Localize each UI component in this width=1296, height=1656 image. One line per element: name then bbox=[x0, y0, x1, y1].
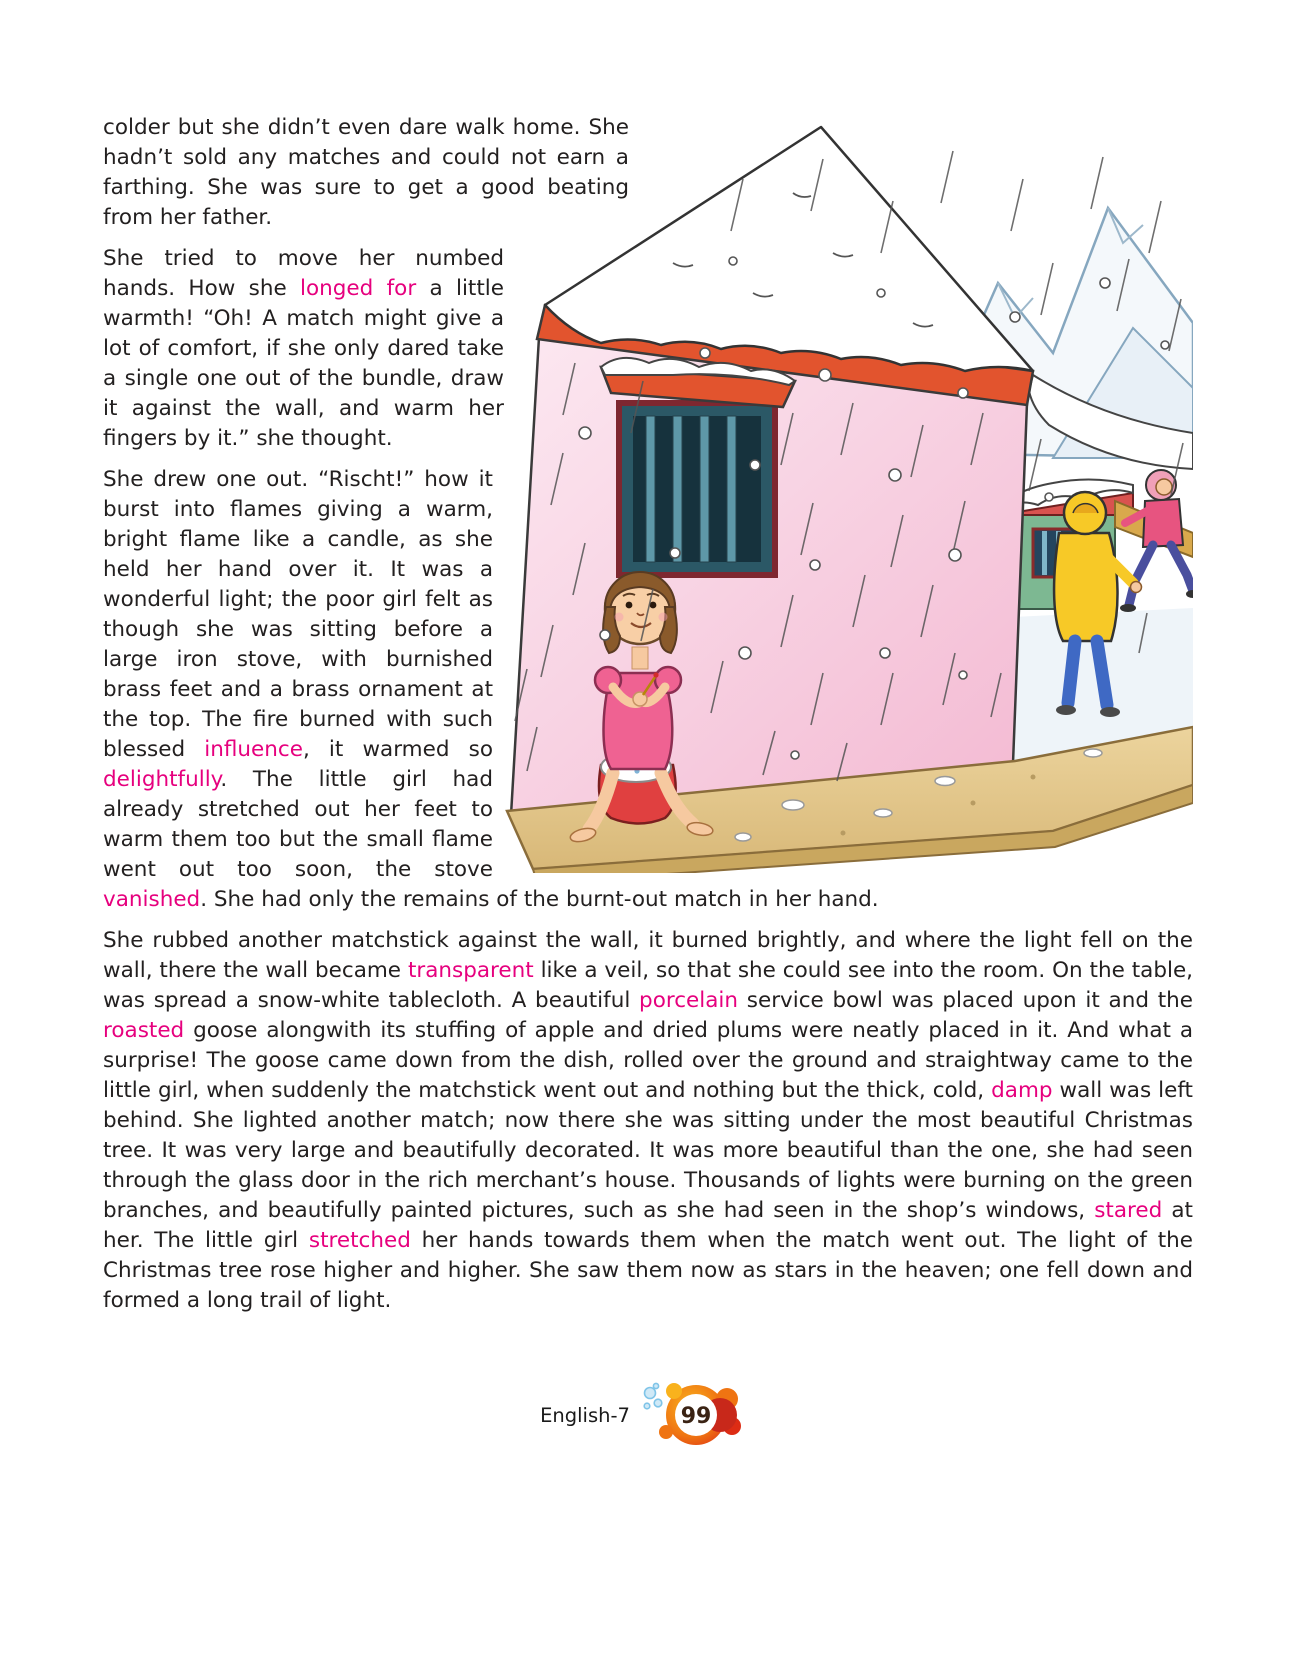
page-number-badge bbox=[634, 1378, 756, 1452]
story-illustration bbox=[493, 113, 1193, 873]
page-footer bbox=[0, 1378, 1296, 1452]
bubbles-icon bbox=[644, 1383, 662, 1408]
story-paragraph-3: She drew one out. “Rischt!” how it burst into flames giving a warm, bright flame like a candle, as she held her hand over it. It was a wonderful light; the poor girl felt as though she was sitting before a large iron stove, with burnished brass feet and a brass ornament at the top. The fire burned with such blessed influence, it warmed so delightfully. The little girl had already stretched out her feet to warm them too but the small flame went out too soon, the stove vanished. She had only the remains of the burnt-out match in her hand. bbox=[103, 467, 879, 912]
book-label: English-7 bbox=[540, 1403, 630, 1427]
story-paragraph-4: She rubbed another matchstick against the wall, it burned brightly, and where the light fell on the wall, there the wall became transparent like a veil, so that she could see into the room. On the table, was spread a snow-white tablecloth. A beautiful porcelain service bowl was placed upon it and the roasted goose alongwith its stuffing of apple and dried plums were neatly placed in it. And what a surprise! The goose came down from the dish, rolled over the ground and straightway came to the little girl, when suddenly the matchstick went out and nothing but the thick, cold, damp wall was left behind. She lighted another match; now there she was sitting under the most beautiful Christmas tree. It was very large and beautifully decorated. It was more beautiful than the one, she had seen through the glass door in the rich merchant’s house. Thousands of lights were burning on the green branches, and beautifully painted pictures, such as she had seen in the shop’s windows, stared at her. The little girl stretched her hands towards them when the match went out. The light of the Christmas tree rose higher and higher. She saw them now as stars in the heaven; one fell down and formed a long trail of light. bbox=[103, 928, 1193, 1313]
story-paragraph-1: colder but she didn’t even dare walk home. She hadn’t sold any matches and could not earn a farthing. She was sure to get a good beating from her father. bbox=[103, 115, 629, 230]
story-paragraph-2: She tried to move her numbed hands. How she longed for a little warmth! “Oh! A match might give a lot of comfort, if she only dared take a single one out of the bundle, draw it against the wall, and warm her fingers by it.” she thought. bbox=[103, 246, 504, 451]
page-number: 99 bbox=[680, 1404, 712, 1429]
barred-window bbox=[619, 403, 775, 575]
pink-house bbox=[511, 127, 1033, 815]
story-content bbox=[103, 113, 1193, 1327]
